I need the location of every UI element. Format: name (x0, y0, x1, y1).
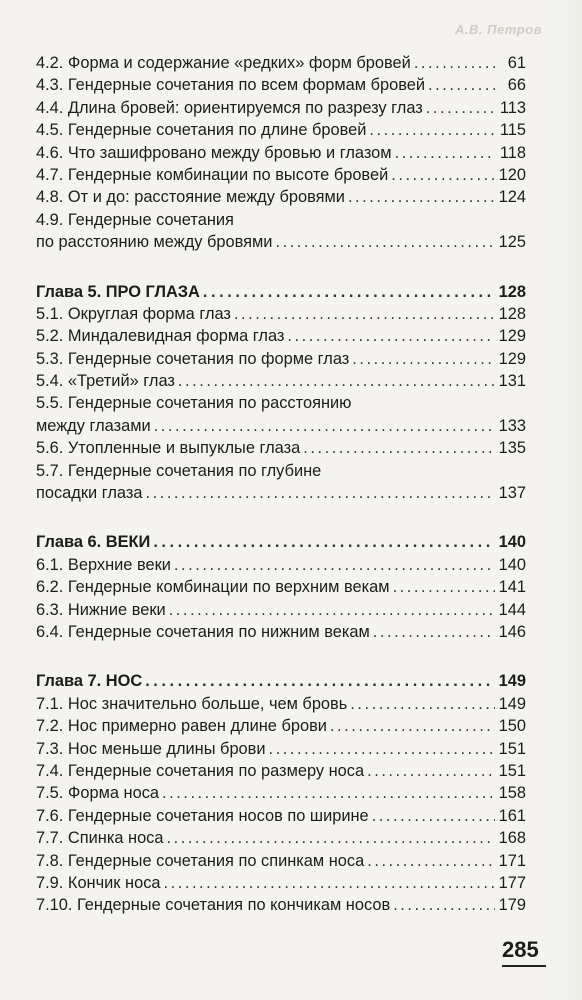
toc-entry-label: 7.8. Гендерные сочетания по спинкам носа (36, 851, 365, 870)
toc-entry-label: 7.6. Гендерные сочетания носов по ширине (36, 806, 369, 825)
leader-dots (234, 303, 495, 325)
toc-page-number: 135 (498, 439, 526, 458)
leader-dots (428, 74, 495, 96)
toc-entry-label: 5.6. Утопленные и выпуклые глаза (36, 439, 301, 458)
leader-dots (393, 894, 495, 916)
toc-entry-label: 7.5. Форма носа (36, 784, 160, 803)
leader-dots (330, 715, 495, 737)
toc-entry (36, 805, 526, 827)
toc-page-number: 118 (499, 143, 526, 162)
toc-entry (36, 97, 526, 119)
toc-page-number: 61 (507, 54, 526, 72)
toc-entry-label: 6.2. Гендерные комбинации по верхним векам (36, 578, 390, 597)
toc-page-number: 66 (507, 76, 526, 95)
toc-page-number: 179 (498, 896, 526, 915)
toc-entry-label-line2: между глазами (36, 416, 151, 435)
toc-entry-label: 6.3. Нижние веки (36, 600, 166, 619)
leader-dots (414, 52, 495, 74)
toc-page-number: 177 (498, 873, 526, 892)
toc-entry (36, 554, 526, 576)
toc-entry (36, 782, 526, 804)
toc-entry-label-line1: 5.5. Гендерные сочетания по расстоянию (36, 394, 352, 413)
toc-page-number: 129 (498, 327, 526, 346)
leader-dots (367, 760, 495, 782)
toc-page-number: 128 (498, 304, 526, 323)
toc-page-number: 161 (498, 806, 526, 825)
toc-page-number: 151 (498, 761, 526, 780)
toc-entry (36, 119, 526, 141)
leader-dots (391, 164, 495, 186)
leader-dots (348, 186, 495, 208)
leader-dots (367, 850, 495, 872)
toc-entry (36, 142, 526, 164)
toc-entry-label: 4.2. Форма и содержание «редких» форм бровей (36, 54, 411, 72)
toc-entry (36, 621, 526, 643)
toc-entry (36, 303, 526, 325)
toc-entry (36, 52, 526, 74)
toc-entry-label: 7.3. Нос меньше длины брови (36, 739, 266, 758)
toc-entry (36, 760, 526, 782)
toc-page-number: 128 (498, 282, 526, 301)
toc-entry (36, 348, 526, 370)
toc-entry-label: 4.4. Длина бровей: ориентируемся по разрезу глаз (36, 98, 423, 117)
toc-entry (36, 164, 526, 186)
leader-dots (178, 370, 495, 392)
leader-dots (269, 738, 495, 760)
toc-entry-label: 7.1. Нос значительно больше, чем бровь (36, 694, 348, 713)
leader-dots (154, 415, 495, 437)
toc-page-number: 131 (498, 372, 526, 391)
toc-entry (36, 370, 526, 392)
toc-page-number: 171 (498, 851, 526, 870)
toc-entry-label: 5.3. Гендерные сочетания по форме глаз (36, 349, 350, 368)
toc-entry (36, 715, 526, 737)
toc-entry-label: 7.10. Гендерные сочетания по кончикам носов (36, 896, 391, 915)
toc-entry (36, 693, 526, 715)
leader-dots (275, 231, 495, 253)
toc-page-number: 115 (499, 121, 526, 140)
toc-entry-label: 4.5. Гендерные сочетания по длине бровей (36, 121, 367, 140)
toc-entry-label: 6.4. Гендерные сочетания по нижним векам (36, 622, 370, 641)
toc-page-number: 146 (498, 622, 526, 641)
toc-entry (36, 738, 526, 760)
leader-dots (393, 576, 495, 598)
toc-page-number: 158 (498, 784, 526, 803)
toc-entry-label-line2: по расстоянию между бровями (36, 233, 273, 252)
leader-dots (369, 119, 495, 141)
toc-section-4-entries (36, 52, 526, 209)
running-head-author: А.В. Петров (455, 22, 542, 37)
table-of-contents (36, 52, 526, 917)
toc-entry-label: 5.1. Округлая форма глаз (36, 304, 231, 323)
toc-entry-label: 7.4. Гендерные сочетания по размеру носа (36, 761, 365, 780)
toc-page-number: 125 (498, 233, 526, 252)
leader-dots (167, 827, 496, 849)
toc-page-number: 144 (498, 600, 526, 619)
toc-chapter-6 (36, 531, 526, 553)
leader-dots (372, 805, 495, 827)
toc-entry (36, 872, 526, 894)
toc-entry-label: 6.1. Верхние веки (36, 555, 171, 574)
leader-dots (203, 281, 495, 303)
toc-entry-label: 5.2. Миндалевидная форма глаз (36, 327, 285, 346)
leader-dots (352, 348, 495, 370)
chapter-title: Глава 7. НОС (36, 672, 143, 691)
toc-entry (36, 74, 526, 96)
toc-page-number: 151 (498, 739, 526, 758)
facing-page-bleed (544, 0, 582, 1000)
toc-entry (36, 599, 526, 621)
toc-section-5-entries (36, 303, 526, 393)
toc-entry-label: 7.9. Кончик носа (36, 873, 161, 892)
toc-page-number: 120 (498, 165, 526, 184)
page-number: 285 (502, 937, 539, 962)
leader-dots (395, 142, 495, 164)
toc-entry-label: 4.7. Гендерные комбинации по высоте бровей (36, 165, 389, 184)
leader-dots (426, 97, 495, 119)
page-number-rule (502, 965, 546, 967)
toc-entry (36, 576, 526, 598)
toc-page-number: 150 (498, 717, 526, 736)
toc-entry-label: 7.7. Спинка носа (36, 829, 164, 848)
toc-page-number: 133 (498, 416, 526, 435)
toc-entry (36, 186, 526, 208)
toc-page-number: 113 (499, 98, 526, 117)
toc-entry-label: 4.6. Что зашифровано между бровью и глазом (36, 143, 392, 162)
toc-entry-label-line1: 4.9. Гендерные сочетания (36, 210, 234, 229)
toc-entry-label-line2: посадки глаза (36, 484, 143, 503)
toc-entry (36, 894, 526, 916)
toc-page-number: 140 (498, 533, 526, 552)
toc-page-number: 149 (498, 672, 526, 691)
toc-section-7-entries (36, 693, 526, 917)
toc-chapter-7 (36, 670, 526, 692)
toc-entry-label: 4.3. Гендерные сочетания по всем формам бровей (36, 76, 425, 95)
toc-entry-5-7 (36, 460, 526, 505)
leader-dots (146, 482, 496, 504)
toc-page-number: 149 (498, 694, 526, 713)
toc-entry-5-6 (36, 437, 526, 459)
toc-entry-label: 5.4. «Третий» глаз (36, 372, 175, 391)
toc-page-number: 124 (498, 188, 526, 207)
chapter-title: Глава 5. ПРО ГЛАЗА (36, 282, 200, 301)
toc-entry-5-5 (36, 392, 526, 437)
leader-dots (350, 693, 495, 715)
toc-chapter-5 (36, 281, 526, 303)
leader-dots (169, 599, 495, 621)
toc-section-6-entries (36, 554, 526, 644)
leader-dots (373, 621, 495, 643)
toc-entry-label: 4.8. От и до: расстояние между бровями (36, 188, 345, 207)
chapter-title: Глава 6. ВЕКИ (36, 533, 151, 552)
toc-page-number: 141 (498, 578, 526, 597)
toc-entry (36, 827, 526, 849)
leader-dots (164, 872, 495, 894)
leader-dots (174, 554, 495, 576)
toc-page-number: 129 (498, 349, 526, 368)
toc-entry-4-9 (36, 209, 526, 254)
leader-dots (287, 325, 495, 347)
leader-dots (153, 531, 495, 553)
toc-page-number: 168 (498, 829, 526, 848)
leader-dots (162, 782, 495, 804)
toc-entry (36, 850, 526, 872)
leader-dots (303, 437, 495, 459)
toc-page-number: 137 (498, 484, 526, 503)
toc-entry (36, 325, 526, 347)
leader-dots (145, 670, 495, 692)
toc-entry-label-line1: 5.7. Гендерные сочетания по глубине (36, 461, 322, 480)
toc-entry-label: 7.2. Нос примерно равен длине брови (36, 717, 327, 736)
toc-page-number: 140 (498, 555, 526, 574)
